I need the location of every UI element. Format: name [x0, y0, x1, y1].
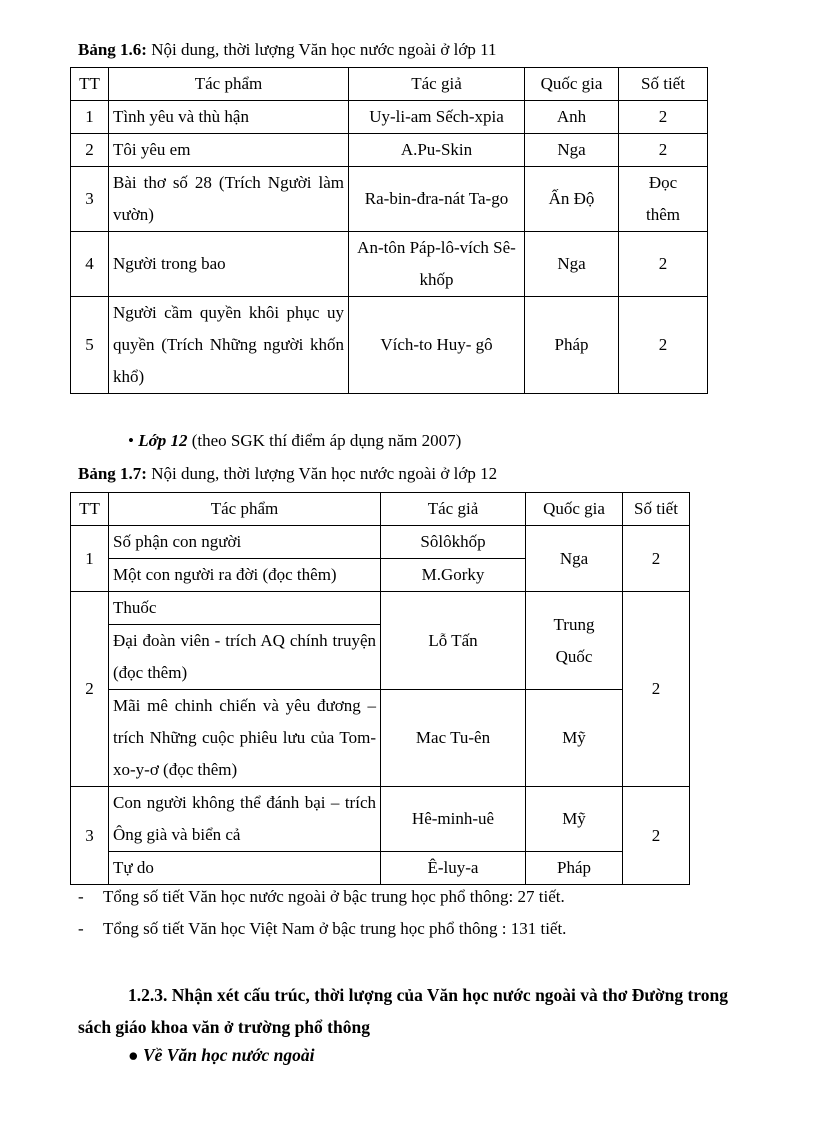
table-row — [71, 787, 690, 852]
header-work: Tác phẩm — [109, 493, 381, 526]
cell-author: Sôlôkhốp — [381, 526, 526, 559]
header-tt: TT — [71, 68, 109, 101]
cell-author: Hê-minh-uê — [381, 787, 526, 852]
table-row — [71, 167, 708, 232]
cell-country: Pháp — [526, 852, 623, 885]
cell-periods: 2 — [619, 232, 708, 297]
cell-country: Pháp — [525, 297, 619, 394]
section-heading-text: 1.2.3. Nhận xét cấu trúc, thời lượng của Văn học nước ngoài và thơ Đường trong sách giáo khoa văn ở trường phổ thông — [78, 985, 728, 1037]
cell-tt: 4 — [71, 232, 109, 297]
header-author: Tác giả — [381, 493, 526, 526]
cell-author: Ra-bin-đra-nát Ta-go — [349, 167, 525, 232]
cell-country: Mỹ — [526, 787, 623, 852]
cell-country: Trung Quốc — [526, 592, 623, 690]
dash-marker: - — [78, 887, 84, 906]
section-heading — [78, 979, 740, 1043]
table-row — [71, 134, 708, 167]
table-header-row — [71, 493, 690, 526]
subsection-label: Về Văn học nước ngoài — [142, 1045, 315, 1065]
cell-author: A.Pu-Skin — [349, 134, 525, 167]
header-periods: Số tiết — [619, 68, 708, 101]
cell-tt: 2 — [71, 134, 109, 167]
summary-text: Tổng số tiết Văn học Việt Nam ở bậc trung học phổ thông : 131 tiết. — [103, 919, 567, 938]
table2-caption-text: Nội dung, thời lượng Văn học nước ngoài ở lớp 12 — [146, 464, 498, 483]
cell-tt: 3 — [71, 167, 109, 232]
header-work: Tác phẩm — [109, 68, 349, 101]
cell-work: Con người không thể đánh bại – trích Ông già và biển cả — [109, 787, 381, 852]
table-header-row — [71, 68, 708, 101]
cell-work: Người cầm quyền khôi phục uy quyền (Trích Những người khốn khổ) — [109, 297, 349, 394]
table-row — [71, 232, 708, 297]
header-country: Quốc gia — [525, 68, 619, 101]
cell-country: Nga — [525, 134, 619, 167]
grade12-label: Lớp 12 — [138, 431, 188, 450]
cell-work: Tôi yêu em — [109, 134, 349, 167]
cell-author: Ê-luy-a — [381, 852, 526, 885]
cell-work: Một con người ra đời (đọc thêm) — [109, 559, 381, 592]
table1-caption-text: Nội dung, thời lượng Văn học nước ngoài ở lớp 11 — [146, 40, 497, 59]
cell-work: Tự do — [109, 852, 381, 885]
table2-caption — [78, 464, 497, 484]
cell-periods: 2 — [623, 526, 690, 592]
bullet-icon: ● — [128, 1045, 139, 1065]
summary-text: Tổng số tiết Văn học nước ngoài ở bậc trung học phổ thông: 27 tiết. — [103, 887, 565, 906]
cell-periods: 2 — [619, 134, 708, 167]
subsection-heading — [128, 1045, 315, 1065]
grade12-note: (theo SGK thí điểm áp dụng năm 2007) — [187, 431, 462, 450]
cell-work: Tình yêu và thù hận — [109, 101, 349, 134]
header-author: Tác giả — [349, 68, 525, 101]
cell-tt: 3 — [71, 787, 109, 885]
dash-marker: - — [78, 919, 84, 938]
table-row — [71, 526, 690, 559]
cell-author: Lỗ Tấn — [381, 592, 526, 690]
header-country: Quốc gia — [526, 493, 623, 526]
cell-country: Ấn Độ — [525, 167, 619, 232]
cell-country: Anh — [525, 101, 619, 134]
cell-work: Người trong bao — [109, 232, 349, 297]
header-periods: Số tiết — [623, 493, 690, 526]
cell-work: Đại đoàn viên - trích AQ chính truyện (đọc thêm) — [109, 625, 381, 690]
cell-periods: 2 — [619, 297, 708, 394]
cell-tt: 1 — [71, 526, 109, 592]
table-row — [71, 101, 708, 134]
table-grade-12 — [70, 492, 690, 885]
table1-caption-label: Bảng 1.6: — [78, 40, 147, 59]
cell-country: Nga — [525, 232, 619, 297]
cell-periods: Đọc thêm — [619, 167, 708, 232]
cell-author: Vích-to Huy- gô — [349, 297, 525, 394]
grade12-line — [128, 431, 461, 451]
table-row — [71, 592, 690, 625]
cell-periods: 2 — [623, 787, 690, 885]
table1-caption — [78, 40, 496, 60]
table-row — [71, 297, 708, 394]
header-tt: TT — [71, 493, 109, 526]
table2-caption-label: Bảng 1.7: — [78, 464, 147, 483]
cell-author: Uy-li-am Sếch-xpia — [349, 101, 525, 134]
cell-tt: 2 — [71, 592, 109, 787]
cell-country: Nga — [526, 526, 623, 592]
cell-tt: 1 — [71, 101, 109, 134]
cell-work: Mãi mê chinh chiến và yêu đương – trích Những cuộc phiêu lưu của Tom-xo-y-ơ (đọc thêm) — [109, 690, 381, 787]
cell-work: Số phận con người — [109, 526, 381, 559]
summary-line-vietnam — [78, 919, 566, 939]
table-row — [71, 690, 690, 787]
cell-work: Thuốc — [109, 592, 381, 625]
table-grade-11 — [70, 67, 708, 394]
cell-author: M.Gorky — [381, 559, 526, 592]
cell-author: Mac Tu-ên — [381, 690, 526, 787]
table-row — [71, 852, 690, 885]
bullet-icon: • — [128, 431, 134, 450]
summary-line-foreign — [78, 887, 565, 907]
cell-tt: 5 — [71, 297, 109, 394]
cell-work: Bài thơ số 28 (Trích Người làm vườn) — [109, 167, 349, 232]
cell-periods: 2 — [623, 592, 690, 787]
cell-periods: 2 — [619, 101, 708, 134]
cell-author: An-tôn Páp-lô-vích Sê-khốp — [349, 232, 525, 297]
cell-country: Mỹ — [526, 690, 623, 787]
